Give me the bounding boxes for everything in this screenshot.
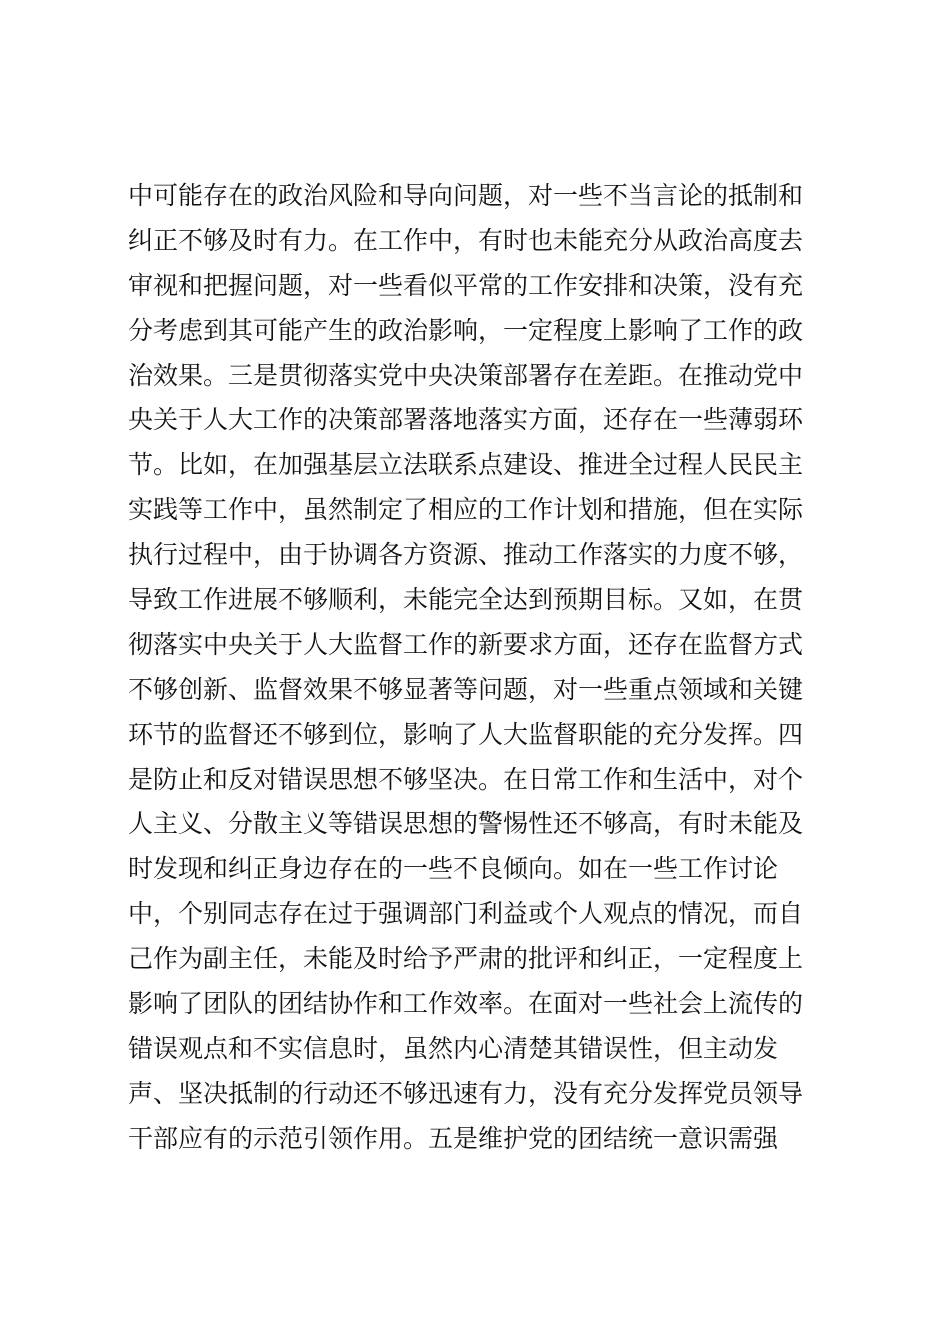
text-line: 时发现和纠正身边存在的一些不良倾向。如在一些工作讨论 (128, 854, 779, 884)
text-line: 治效果。三是贯彻落实党中央决策部署存在差距。在推动党中 (128, 360, 804, 390)
text-line: 中可能存在的政治风险和导向问题，对一些不当言论的抵制和 (128, 181, 804, 210)
text-line: 错误观点和不实信息时，虽然内心清楚其错误性，但主动发 (128, 1033, 779, 1063)
text-line: 己作为副主任，未能及时给予严肃的批评和纠正，一定程度上 (128, 944, 804, 974)
text-line: 实践等工作中，虽然制定了相应的工作计划和措施，但在实际 (128, 495, 804, 525)
text-line: 干部应有的示范引领作用。五是维护党的团结统一意识需强 (128, 1123, 779, 1153)
text-line: 纠正不够及时有力。在工作中，有时也未能充分从政治高度去 (128, 225, 804, 255)
text-line: 彻落实中央关于人大监督工作的新要求方面，还存在监督方式 (128, 629, 804, 659)
text-line: 央关于人大工作的决策部署落地落实方面，还存在一些薄弱环 (128, 405, 804, 435)
text-line: 人主义、分散主义等错误思想的警惕性还不够高，有时未能及 (128, 809, 804, 839)
text-line: 执行过程中，由于协调各方资源、推动工作落实的力度不够， (128, 540, 804, 570)
text-line: 中，个别同志存在过于强调部门利益或个人观点的情况，而自 (128, 899, 804, 929)
text-line: 影响了团队的团结协作和工作效率。在面对一些社会上流传的 (128, 989, 804, 1019)
text-line: 声、坚决抵制的行动还不够迅速有力，没有充分发挥党员领导 (128, 1078, 804, 1108)
text-line: 审视和把握问题，对一些看似平常的工作安排和决策，没有充 (128, 270, 804, 300)
text-line: 分考虑到其可能产生的政治影响，一定程度上影响了工作的政 (128, 315, 804, 345)
text-line: 环节的监督还不够到位，影响了人大监督职能的充分发挥。四 (128, 719, 804, 749)
text-line: 不够创新、监督效果不够显著等问题，对一些重点领域和关键 (128, 674, 804, 704)
text-line: 是防止和反对错误思想不够坚决。在日常工作和生活中，对个 (128, 764, 804, 794)
text-line: 节。比如，在加强基层立法联系点建设、推进全过程人民民主 (128, 450, 804, 480)
body-text (128, 174, 828, 1162)
text-line: 导致工作进展不够顺利，未能完全达到预期目标。又如，在贯 (128, 585, 804, 615)
